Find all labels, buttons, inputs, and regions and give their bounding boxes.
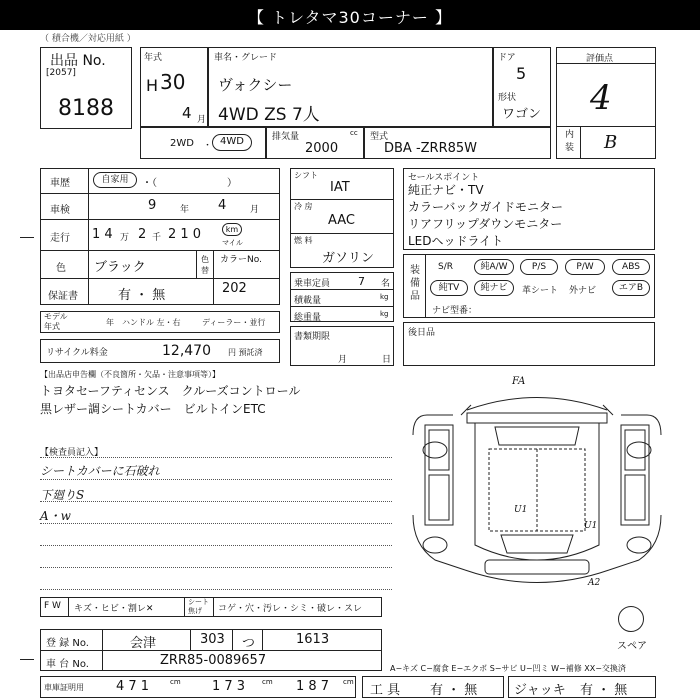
warranty-value: 有 ・ 無: [118, 288, 166, 303]
doors-label: ドア: [498, 53, 516, 63]
mileage-label: 走行: [50, 233, 70, 244]
score-label: 評価点: [586, 54, 614, 64]
sales-item: 純正ナビ・TV: [408, 183, 484, 197]
inspector-label: 【検査員記入】: [40, 448, 104, 458]
year-label: 年式: [144, 53, 163, 63]
registration-kana: つ: [242, 636, 256, 651]
history-value: 自家用: [93, 172, 137, 188]
size-width: 1 7 3: [212, 679, 246, 694]
displacement-unit: cc: [350, 129, 358, 137]
car-diagram: [405, 375, 670, 605]
diagram-mark3: A2: [588, 578, 601, 588]
interior-value: B: [604, 132, 618, 153]
interior-label: 内 装: [565, 130, 575, 153]
recycle-label: リサイクル料金: [46, 348, 108, 358]
margin-tick: [20, 237, 34, 238]
sales-item: リアフリップダウンモニター: [408, 217, 563, 231]
capacity-value: 7: [358, 275, 365, 288]
inspector-line1: シートカバーに石破れ: [40, 464, 160, 478]
equip-tv: 純TV: [430, 280, 468, 296]
displacement-label: 排気量: [272, 132, 300, 142]
body-type: ワゴン: [502, 107, 542, 122]
registration-place: 会津: [130, 636, 157, 651]
mileage-u2: 千: [152, 233, 162, 243]
chassis-label: 車 台 No.: [46, 659, 89, 670]
registration-serial: 1613: [296, 632, 330, 647]
model-handle: ハンドル 左・右: [122, 318, 181, 327]
equip-extnavi: 外ナビ: [569, 286, 597, 296]
jack-value: 有 ・ 無: [580, 683, 628, 698]
fw-stain: コゲ・穴・汚レ・シミ・破レ・スレ: [218, 604, 363, 614]
model-grade: 4WD ZS 7人: [218, 105, 320, 125]
mileage-v2: 2: [138, 227, 147, 242]
fw-label: F W: [44, 601, 61, 611]
fw-sheet: シート 焦げ: [188, 598, 209, 615]
spare-tire-icon: [618, 606, 644, 632]
size-length: 4 7 1: [116, 679, 150, 694]
record-unit2: 日: [382, 355, 392, 365]
equip-ps: P/S: [520, 259, 558, 275]
equip-navi: 純ナビ: [474, 280, 514, 296]
shift-value: IAT: [330, 180, 350, 195]
capacity-label: 乗車定員: [294, 279, 331, 289]
model-label: 車名・グレード: [214, 53, 278, 63]
inspection-month: 4: [218, 198, 227, 213]
model-code-value: DBA -ZRR85W: [384, 141, 478, 156]
notes-label: 【出品店申告欄（不良箇所・欠品・注意事項等）】: [40, 370, 220, 379]
top-note: （ 積合機／対応用紙 ）: [40, 34, 136, 44]
year-era: H: [146, 76, 159, 95]
lot-stamp: [2057]: [46, 68, 76, 78]
sales-item: カラーバックガイドモニター: [408, 200, 564, 214]
mileage-mile: マイル: [222, 239, 243, 247]
drive-2wd: 2WD: [170, 138, 194, 149]
year-month: 4: [182, 104, 192, 122]
color-code-label: カラーNo.: [220, 255, 262, 265]
inspection-year: 9: [148, 198, 157, 213]
color-value: ブラック: [94, 260, 146, 275]
notes-line2: 黒レザー調シートカバー ビルトインETC: [40, 402, 266, 416]
size-unit: cm: [343, 678, 354, 686]
recycle-unit: 円 預託済: [228, 348, 263, 357]
body-type-label: 形状: [498, 93, 517, 103]
score-value: 4: [590, 78, 612, 118]
record-unit: 月: [338, 355, 348, 365]
gross-label: 総重量: [294, 313, 322, 323]
fuel-label: 燃 料: [294, 236, 313, 245]
diagram-mark2: U1: [584, 521, 598, 531]
capacity-unit: 名: [381, 279, 391, 289]
post-label: 後日品: [408, 328, 436, 338]
diagram-mark1: U1: [514, 505, 528, 515]
chassis-value: ZRR85-0089657: [160, 653, 267, 668]
page-title: 【 トレタマ30コーナー 】: [248, 8, 452, 27]
diagram-front-mark: FA: [512, 376, 526, 387]
warranty-label: 保証書: [48, 291, 78, 302]
margin-tick: [20, 659, 34, 660]
tools-value: 有 ・ 無: [430, 683, 478, 698]
load-label: 積載量: [294, 296, 322, 306]
year-value: 30: [160, 70, 186, 94]
lot-label: 出品 No.: [50, 53, 106, 69]
size-height: 1 8 7: [296, 679, 330, 694]
fw-items: キズ・ヒビ・割レ✕: [74, 604, 154, 614]
inspection-month-unit: 月: [250, 205, 260, 215]
model-code-label: 型式: [370, 132, 389, 142]
gross-unit: kg: [380, 310, 389, 318]
notes-line1: トヨタセーフティセンス クルーズコントロール: [40, 384, 301, 398]
equip-aw: 純A/W: [474, 259, 514, 275]
sales-item: LEDヘッドライト: [408, 234, 504, 248]
color-label: 色: [56, 263, 66, 274]
load-unit: kg: [380, 293, 389, 301]
sales-label: セールスポイント: [408, 173, 480, 183]
inspection-label: 車検: [50, 205, 70, 216]
equip-nav-model: ナビ型番：: [432, 306, 478, 316]
model-year-unit: 年: [106, 318, 114, 327]
inspector-line3: A・w: [40, 509, 71, 523]
shift-label: シフト: [294, 171, 318, 180]
recycle-value: 12,470: [162, 343, 211, 359]
inspection-year-unit: 年: [180, 205, 190, 215]
equip-pw: P/W: [565, 259, 605, 275]
equip-airbag: エアB: [612, 280, 650, 296]
lot-number: 8188: [58, 96, 114, 121]
equip-abs: ABS: [612, 259, 650, 275]
mileage-v3: 2 1 0: [168, 227, 202, 242]
color-code: 202: [222, 281, 247, 296]
ac-label: 冷 房: [294, 202, 313, 211]
color-change-label: 色替: [201, 255, 209, 275]
post-box: [403, 322, 655, 366]
fuel-value: ガソリン: [322, 251, 375, 266]
equip-leather: 革シート: [522, 286, 559, 296]
history-rest: ・（ ）: [142, 178, 237, 189]
damage-legend: A−キズ C−腐食 E−エクボ S−サビ U−凹ミ W−補修 XX−交換済: [390, 664, 626, 673]
mileage-u1: 万: [120, 233, 130, 243]
displacement-value: 2000: [305, 141, 339, 156]
spare-label: スペア: [617, 641, 647, 652]
doors-value: 5: [516, 64, 527, 83]
size-unit: cm: [262, 678, 273, 686]
tools-label: 工 具: [370, 683, 401, 698]
model-dealer: ディーラー・並行: [202, 318, 266, 327]
registration-num: 303: [200, 632, 225, 647]
mileage-km: km: [222, 223, 242, 236]
history-label: 車歴: [50, 178, 70, 189]
drive-4wd: 4WD: [212, 134, 252, 151]
jack-label: ジャッキ: [514, 683, 566, 698]
mileage-v1: 1 4: [92, 227, 113, 242]
equip-sr: S/R: [438, 262, 453, 272]
model-year-label: モデル 年式: [44, 312, 68, 331]
inspector-line2: 下廻りS: [40, 488, 85, 502]
drive-dot: ・: [203, 141, 213, 151]
year-month-unit: 月: [197, 115, 207, 125]
ac-value: AAC: [328, 213, 355, 228]
size-label: 車庫証明用: [44, 683, 84, 692]
equipment-label: 装 備 品: [410, 265, 420, 302]
model-name: ヴォクシー: [218, 76, 293, 94]
size-unit: cm: [170, 678, 181, 686]
registration-label: 登 録 No.: [46, 638, 89, 649]
record-label: 書類期限: [294, 332, 331, 342]
